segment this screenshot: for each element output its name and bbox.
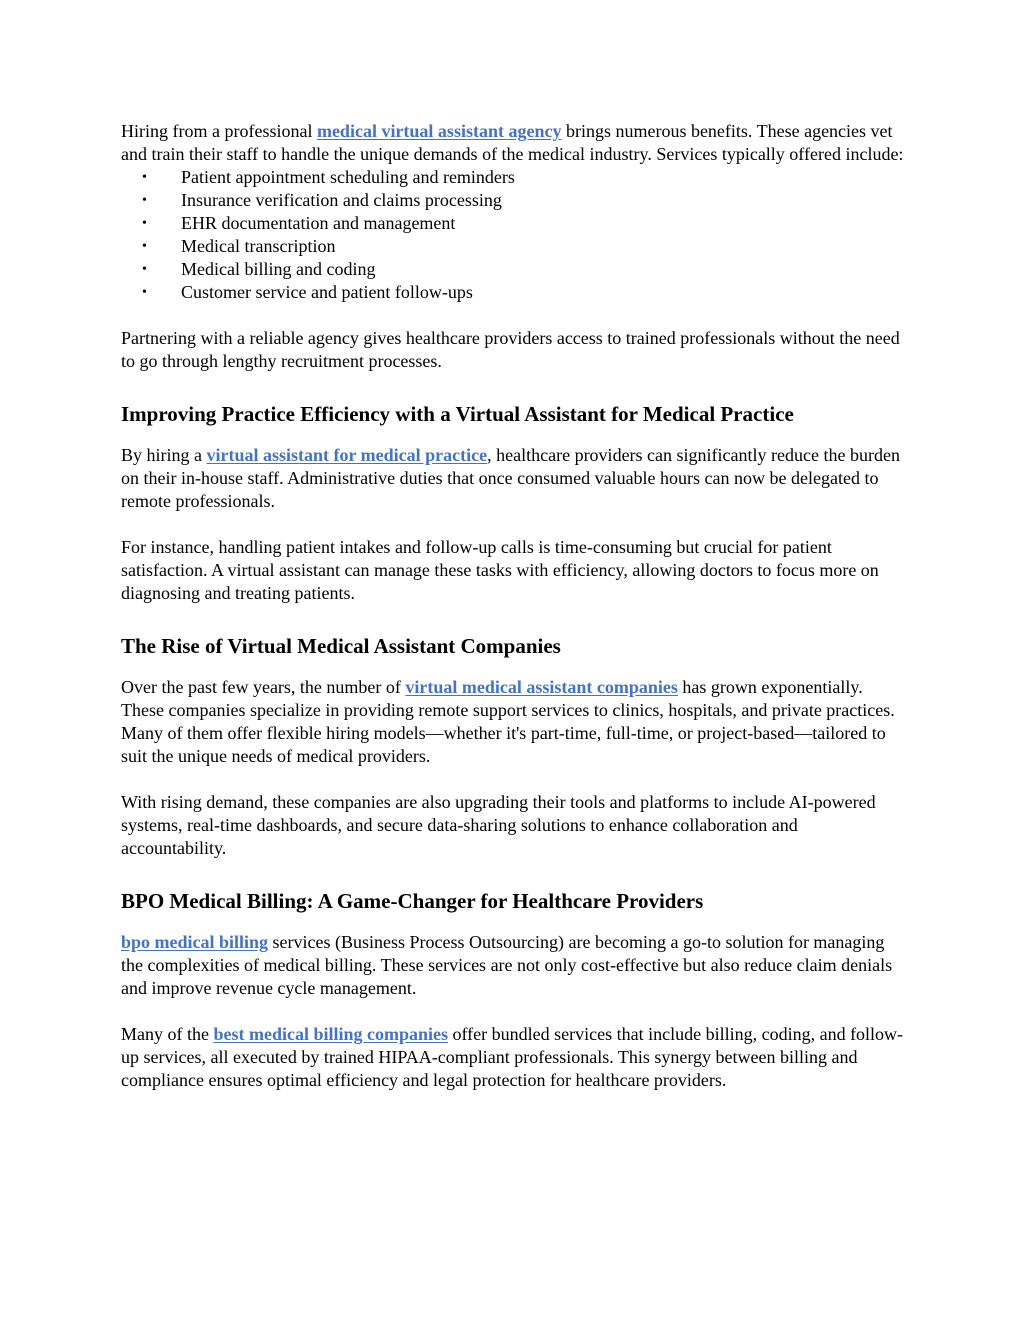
services-list: [121, 166, 904, 304]
bullet-icon: •: [142, 193, 147, 208]
bpo-paragraph-2: [121, 1023, 904, 1092]
paragraph-text-end: services (Business Process Outsourcing) are becoming a go-to solution for managing the complexities of medical billing. These services are not only cost-effective but also reduce claim denials and improve revenue cycle management.: [121, 932, 893, 998]
spacer: [121, 513, 904, 536]
list-item-text: EHR documentation and management: [181, 213, 456, 233]
section-heading-bpo-medical-billing: BPO Medical Billing: A Game-Changer for Healthcare Providers: [121, 889, 704, 913]
practice-efficiency-paragraph-1: [121, 444, 904, 513]
intro-text-start: Hiring from a professional: [121, 121, 317, 141]
spacer: [121, 768, 904, 791]
list-item: [121, 235, 904, 258]
list-item-text: Customer service and patient follow-ups: [181, 282, 473, 302]
bullet-icon: •: [142, 170, 147, 185]
list-item: [121, 258, 904, 281]
bullet-icon: •: [142, 216, 147, 231]
paragraph-text-start: Over the past few years, the number of: [121, 677, 406, 697]
bullet-icon: •: [142, 262, 147, 277]
bpo-medical-billing-link[interactable]: bpo medical billing: [121, 932, 269, 952]
virtual-assistant-for-medical-practice-link[interactable]: virtual assistant for medical practice: [206, 445, 488, 465]
section-heading-practice-efficiency: Improving Practice Efficiency with a Virtual Assistant for Medical Practice: [121, 402, 794, 426]
list-item: [121, 281, 904, 304]
medical-virtual-assistant-agency-link[interactable]: medical virtual assistant agency: [316, 121, 562, 141]
practice-efficiency-paragraph-2: For instance, handling patient intakes and follow-up calls is time-consuming but crucial for patient satisfaction. A virtual assistant can manage these tasks with efficiency, allowing doctors to focus more on diagnosing and treating patients.: [121, 537, 879, 603]
bullet-icon: •: [142, 239, 147, 254]
intro-paragraph: [121, 120, 904, 166]
list-item: [121, 189, 904, 212]
list-item-text: Medical transcription: [181, 236, 336, 256]
companies-paragraph-1: [121, 676, 904, 768]
intro-text-end: brings numerous benefits. These agencies vet and train their staff to handle the unique demands of the medical industry. Services typically offered include:: [121, 121, 904, 164]
list-item-text: Insurance verification and claims processing: [181, 190, 502, 210]
partnering-paragraph: Partnering with a reliable agency gives healthcare providers access to trained professionals without the need to go through lengthy recruitment processes.: [121, 328, 900, 371]
list-item: [121, 212, 904, 235]
paragraph-text-end: has grown exponentially. These companies specialize in providing remote support services to clinics, hospitals, and private practices. Many of them offer flexible hiring models—whether it's part-time, full-time, or project-based—tailored to suit the unique needs of medical providers.: [121, 677, 895, 766]
bullet-icon: •: [142, 285, 147, 300]
best-medical-billing-companies-link[interactable]: best medical billing companies: [213, 1024, 448, 1044]
virtual-medical-assistant-companies-link[interactable]: virtual medical assistant companies: [405, 677, 678, 697]
paragraph-text-end: , healthcare providers can significantly reduce the burden on their in-house staff. Administrative duties that once consumed valuable hours can now be delegated to remote professionals.: [121, 445, 900, 511]
companies-paragraph-2: With rising demand, these companies are also upgrading their tools and platforms to include AI-powered systems, real-time dashboards, and secure data-sharing solutions to enhance collaboration and accountability.: [121, 792, 876, 858]
bpo-paragraph-1: [121, 931, 904, 1000]
list-item-text: Medical billing and coding: [181, 259, 376, 279]
paragraph-text-start: By hiring a: [121, 445, 207, 465]
paragraph-text-end: offer bundled services that include billing, coding, and follow-up services, all executed by trained HIPAA-compliant professionals. This synergy between billing and compliance ensures optimal efficiency and legal protection for healthcare providers.: [121, 1024, 904, 1090]
list-item: [121, 166, 904, 189]
paragraph-text-start: Many of the: [121, 1024, 214, 1044]
section-heading-virtual-medical-assistant-companies: The Rise of Virtual Medical Assistant Companies: [121, 634, 561, 658]
list-item-text: Patient appointment scheduling and reminders: [181, 167, 515, 187]
spacer: [121, 304, 904, 327]
spacer: [121, 1000, 904, 1023]
